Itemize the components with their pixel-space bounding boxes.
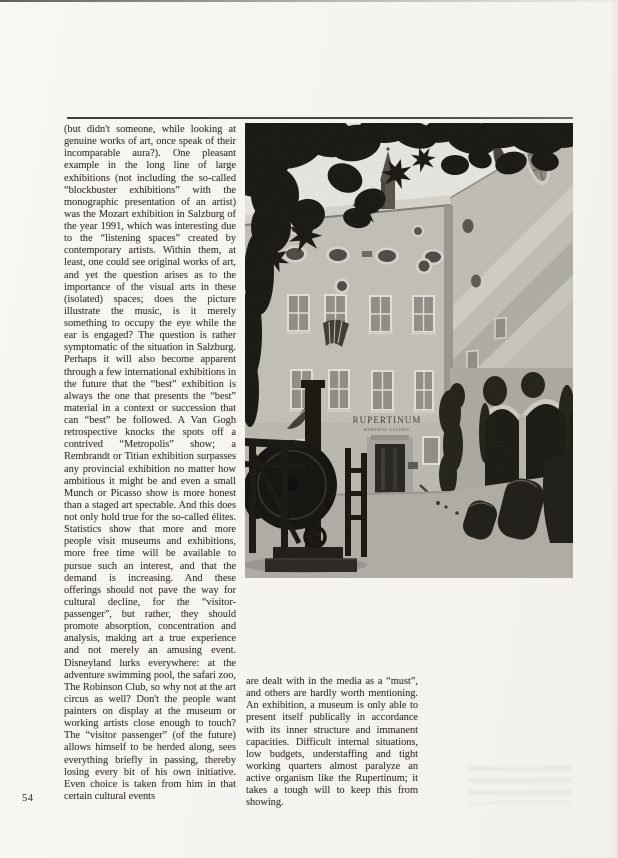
rupertinum-sign-title: RUPERTINUM [352, 415, 422, 425]
photo-grain-overlay [245, 123, 573, 578]
page-edge-shading [610, 0, 618, 858]
scan-edge-shadow [0, 0, 618, 2]
rupertinum-courtyard-photo [245, 123, 573, 578]
rupertinum-sign-subtitle: MODERNE GALERIE [363, 428, 411, 432]
article-column-left: (but didn't someone, while looking at genuine works of art, once speak of their incomparable aura?). One pleasant example in the long line of large exhibitions (not including the so-called “blockbuster exhibitions” with the monographic presentation of an artist) was the Mozart exhibition in Salzburg of the year 1991, which was interesting due to the “listening spaces” created by contemporary artists. Within them, at least, one could see original works of art, and yet the question arises as to the importance of the visual arts in these (isolated) spaces; does the picture illustrate the music, is it merely something to occupy the eye while the ear is engaged? The question is rather symptomatic of the situation in Salzburg. Perhaps it will also become apparent through a few international exhibitions in the future that the “best” exhibition is always the one that presents the “best” material in a context or succession that can “best” be followed. A Van Gogh retrospective knocks the spots off a contrived “Metropolis” show; a Rembrandt or Titian exhibition surpasses any provincial exhibition no matter how ambitious it might be and even a small Munch or Picasso show is more honest than a staged art spectable. And this does not only hold true for the so-called élites. Statistics show that more and more people visit museums and exhibitions, more free time will be available to pursue such an interest, and that the demand is increasing. And these offerings should not pave the way for cultural decline, for the “visitor-passenger”, but rather, they should promote absorption, concentration and analysis, making art a true experience and not merely an amusing event. Disneyland lurks everywhere: at the adventure swimming pool, the safari zoo, The Robinson Club, so why not at the art circus as well? Don't the people want painters on display at the museum or working artists close enough to touch? The “visitor passenger” (of the future) allows himself to be herded along, sees everything briefly in passing, thereby losing every bit of his own initiative. Even choice is taken from him in that certain cultural events [64, 124, 236, 802]
article-column-right: are dealt with in the media as a “must”, and others are hardly worth mentioning. An exhibition, a museum is only able to present itself publically in accordance with its inner structure and immanent capacities. Difficult internal situations, low budgets, understaffing and tight working quarters almost paralyze an active organism like the Rupertinum; it takes a tough will to keep this from showing. [246, 676, 418, 809]
page-showthrough [468, 766, 572, 804]
page-number: 54 [22, 793, 34, 804]
divider-rule [67, 117, 573, 119]
